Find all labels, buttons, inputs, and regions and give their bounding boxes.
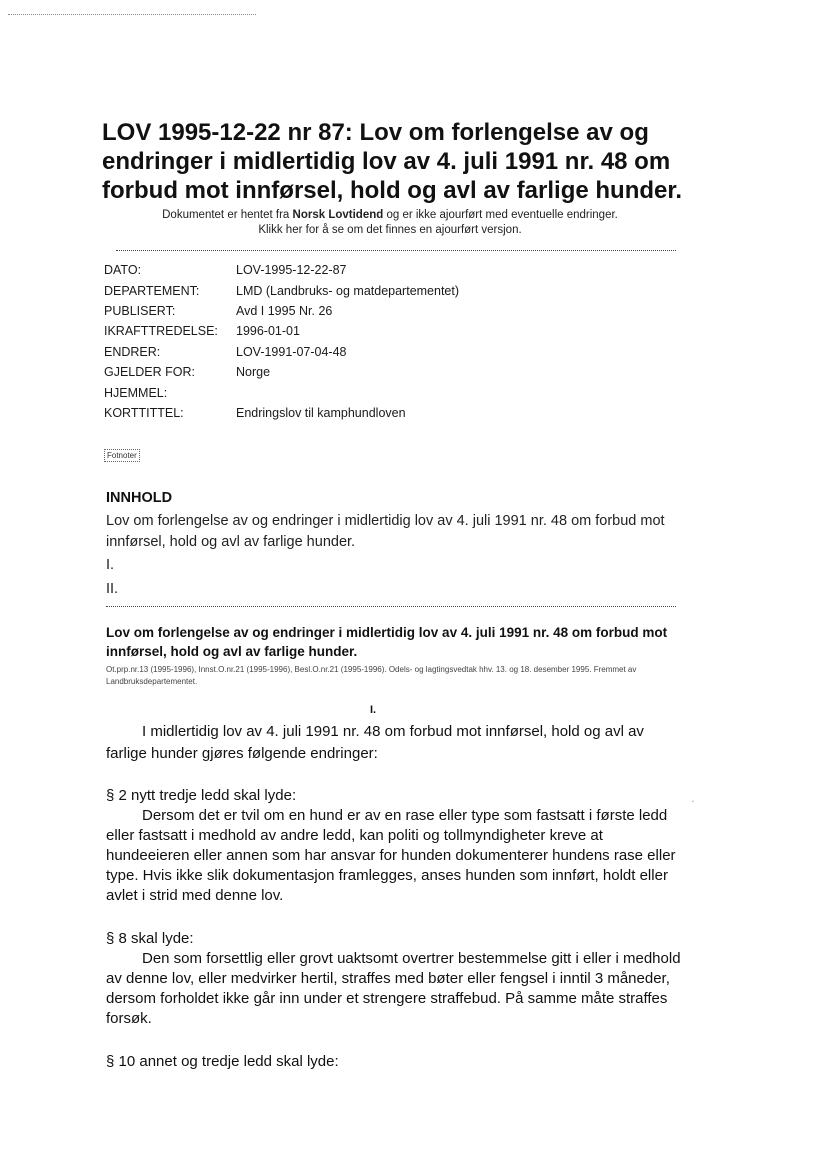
source-note-pre: Dokumentet er hentet fra (162, 209, 293, 221)
meta-row (104, 362, 664, 382)
meta-key: IKRAFTTREDELSE: (104, 324, 218, 339)
toc-link-section-ii[interactable]: II. (106, 581, 119, 597)
top-dotted-line (8, 14, 256, 15)
metadata-table (104, 260, 664, 423)
paragraph-body: Den som forsettlig eller grovt uaktsomt overtrer bestemmelse gitt i eller i medhold av denne lov, eller medvirker hertil, straffes med bøter eller fengsel i inntil 3 måneder, dersom forholdet ikke går inn under et strengere straffebud. På samme måte straffes forsøk. (106, 950, 681, 1027)
meta-row (104, 382, 664, 402)
source-note-line1 (100, 208, 680, 223)
meta-key: HJEMMEL: (104, 385, 168, 400)
meta-value: Norge (236, 365, 271, 380)
toc-link-title[interactable]: Lov om forlengelse av og endringer i midlertidig lov av 4. juli 1991 nr. 48 om forbud mot innførsel, hold og avl av farlige hunder. (106, 513, 665, 550)
meta-value: LMD (Landbruks- og matdepartementet) (236, 283, 460, 298)
contents-heading: INNHOLD (106, 490, 173, 506)
divider (106, 606, 676, 607)
source-note-post: og er ikke ajourført med eventuelle endringer. (383, 209, 618, 221)
meta-row (104, 280, 664, 300)
document-title: LOV 1995-12-22 nr 87: Lov om forlengelse av og endringer i midlertidig lov av 4. juli 1991 nr. 48 om forbud mot innførsel, hold og avl av farlige hunder. (102, 119, 683, 204)
paragraph-body: Dersom det er tvil om en hund er av en rase eller type som fastsatt i første ledd eller fastsatt i medhold av andre ledd, kan politi og tollmyndigheter kreve at hundeeieren eller annen som har ansvar for hunden dokumenterer hundens rase eller type. Hvis ikke slik dokumentasjon framlegges, anses hunden som innført, holdt eller avlet i strid med denne lov. (106, 807, 676, 904)
meta-row (104, 321, 664, 341)
paragraph-heading: § 2 nytt tredje ledd skal lyde: (106, 787, 297, 804)
meta-key: ENDRER: (104, 344, 161, 359)
updated-version-link[interactable]: Klikk her for å se om det finnes en ajourført versjon. (258, 224, 522, 236)
section-i-heading: I. (370, 704, 377, 716)
divider (116, 250, 676, 251)
meta-row (104, 260, 664, 280)
paragraph-heading: § 10 annet og tredje ledd skal lyde: (106, 1053, 339, 1070)
meta-value: LOV-1991-07-04-48 (236, 344, 347, 359)
meta-value: Avd I 1995 Nr. 26 (236, 303, 333, 318)
meta-row (104, 403, 664, 423)
meta-key: KORTTITTEL: (104, 405, 184, 420)
meta-key: GJELDER FOR: (104, 365, 195, 380)
meta-key: DATO: (104, 263, 142, 278)
meta-key: DEPARTEMENT: (104, 283, 200, 298)
section-title: Lov om forlengelse av og endringer i midlertidig lov av 4. juli 1991 nr. 48 om forbud mot innførsel, hold og avl av farlige hunder. (106, 625, 668, 659)
meta-key: PUBLISERT: (104, 303, 176, 318)
source-note (100, 208, 680, 238)
meta-value: 1996-01-01 (236, 324, 300, 339)
meta-value: Endringslov til kamphundloven (236, 405, 406, 420)
table-of-contents (106, 511, 686, 601)
footnotes-button[interactable]: Fotnoter (104, 449, 140, 462)
meta-row (104, 301, 664, 321)
toc-link-section-i[interactable]: I. (106, 557, 115, 573)
intro-paragraph: I midlertidig lov av 4. juli 1991 nr. 48 om forbud mot innførsel, hold og avl av farlige hunder gjøres følgende endringer: (106, 723, 644, 762)
paragraph-heading: § 8 skal lyde: (106, 930, 194, 947)
meta-value: LOV-1995-12-22-87 (236, 263, 347, 278)
stray-mark: ´ (692, 800, 695, 809)
meta-row (104, 342, 664, 362)
references: Ot.prp.nr.13 (1995-1996), Innst.O.nr.21 (1995-1996), Besl.O.nr.21 (1995-1996). Odels- og lagtingsvedtak hhv. 13. og 18. desember 1995. Fremmet av Landbruksdepartementet. (106, 665, 637, 686)
source-name: Norsk Lovtidend (292, 209, 384, 221)
